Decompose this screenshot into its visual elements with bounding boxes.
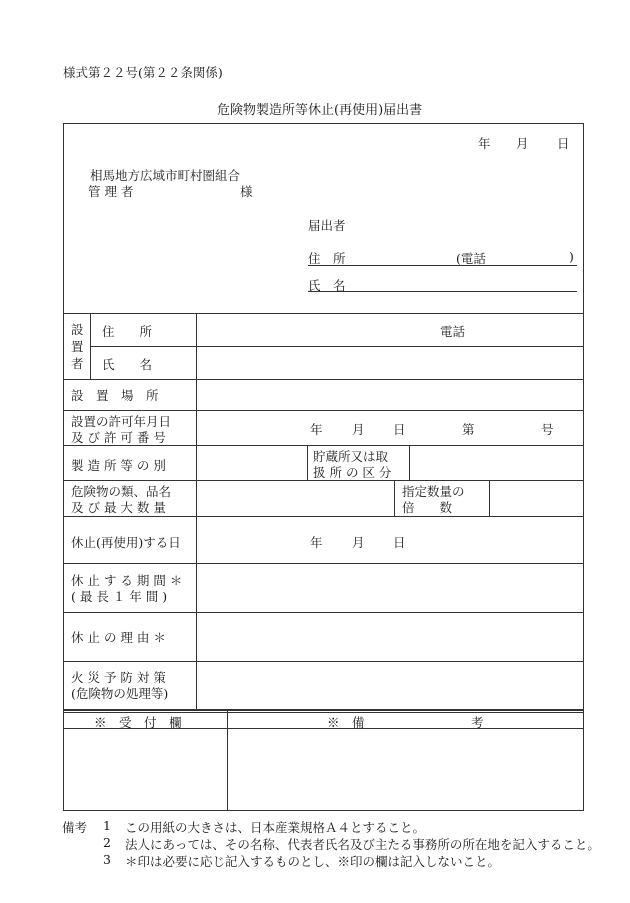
address-underline [308, 265, 577, 266]
fire-label-1: 火 災 予 防 対 策 [71, 670, 166, 685]
suspend-month: 月 [352, 535, 365, 550]
permit-label-2: 及 び 許 可 番 号 [71, 430, 166, 445]
suspend-date-label: 休止(再使用)する日 [71, 535, 181, 550]
permit-no: 第 [462, 422, 475, 437]
note-2-num: 2 [103, 835, 111, 850]
reception-label: ※ 受 付 欄 [94, 715, 182, 730]
permit-label-1: 設置の許可年月日 [71, 414, 172, 429]
remarks-label-1: ※ 備 [327, 715, 365, 730]
notes-prefix: 備考 [62, 820, 88, 835]
notifier-phone-label: (電話 [456, 251, 486, 266]
permit-month: 月 [352, 422, 365, 437]
date-day: 日 [557, 136, 570, 151]
reason-label: 休 止 の 理 由 ＊ [71, 630, 166, 645]
date-year: 年 [478, 136, 491, 151]
period-label-1: 休 止 す る 期 間 ＊ [71, 573, 183, 588]
form-title: 危険物製造所等休止(再使用)届出書 [217, 103, 423, 118]
note-3-num: 3 [103, 852, 111, 867]
notifier-address-label: 住 所 [308, 251, 346, 266]
storage-label-2: 扱 所 の 区 分 [313, 465, 392, 480]
installer-label-1: 設 [71, 322, 84, 337]
period-label-2: ( 最 長 １ 年 間 ) [71, 589, 168, 604]
fire-label-2: (危険物の処理等) [71, 686, 169, 701]
notifier-phone-close: ) [569, 249, 574, 264]
suspend-day: 日 [393, 535, 406, 550]
permit-go: 号 [541, 422, 554, 437]
honorific: 様 [240, 184, 253, 199]
installer-phone-label: 電話 [440, 324, 466, 339]
designated-label-1: 指定数量の [402, 484, 465, 499]
suspend-year: 年 [310, 535, 323, 550]
type-label: 製 造 所 等 の 別 [71, 458, 166, 473]
note-1-text: この用紙の大きさは、日本産業規格Ａ４とすること。 [125, 820, 426, 835]
hazmat-label-2: 及 び 最 大 数 量 [71, 500, 166, 515]
installer-label-3: 者 [71, 356, 84, 371]
note-3-text: ＊印は必要に応じ記入するものとし、※印の欄は記入しないこと。 [125, 854, 501, 869]
permit-day: 日 [393, 422, 406, 437]
notifier-name-label: 氏 名 [308, 278, 346, 293]
location-label: 設 置 場 所 [71, 388, 159, 403]
note-1-num: 1 [103, 818, 111, 833]
remarks-label-2: 考 [471, 715, 484, 730]
addressee-org: 相馬地方広域市町村圏組合 [90, 168, 241, 183]
notifier-label: 届出者 [308, 218, 346, 233]
form-number: 様式第２２号(第２２条関係) [63, 65, 223, 80]
designated-label-2: 倍 数 [402, 500, 453, 515]
name-underline [308, 291, 577, 292]
installer-label-2: 置 [71, 339, 84, 354]
hazmat-label-1: 危険物の類、品名 [71, 484, 172, 499]
storage-label-1: 貯蔵所又は取 [313, 449, 389, 464]
note-2-text: 法人にあっては、その名称、代表者氏名及び主たる事務所の所在地を記入すること。 [125, 837, 600, 852]
permit-year: 年 [310, 422, 323, 437]
addressee-role: 管 理 者 [88, 184, 134, 199]
installer-address-label: 住 所 [102, 324, 153, 339]
date-month: 月 [516, 136, 529, 151]
installer-name-label: 氏 名 [102, 357, 153, 372]
